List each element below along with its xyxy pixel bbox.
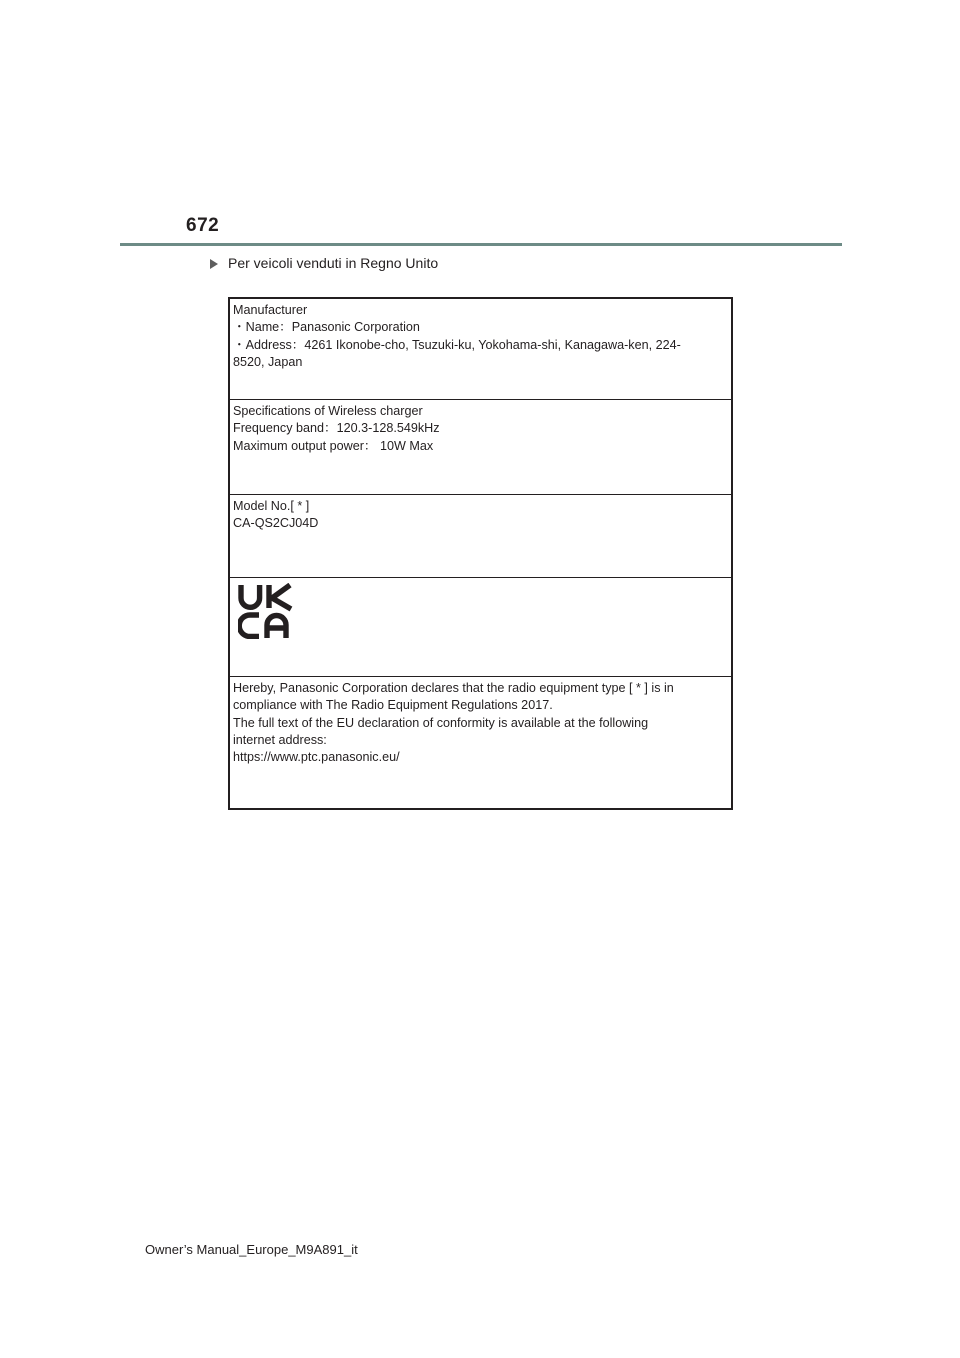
declaration-line2: compliance with The Radio Equipment Regulations 2017. xyxy=(233,698,553,713)
ukca-mark-icon xyxy=(238,583,294,639)
declaration-line4: internet address: xyxy=(233,732,327,747)
max-output-power: Maximum output power： 10W Max xyxy=(233,438,434,453)
manufacturer-address-line2: 8520, Japan xyxy=(233,354,303,369)
regulatory-label xyxy=(228,297,733,810)
footer-text: Owner’s Manual_Europe_M9A891_it xyxy=(145,1242,358,1257)
manufacturer-address-line1: ・Address：4261 Ikonobe-cho, Tsuzuki-ku, Yokohama-shi, Kanagawa-ken, 224- xyxy=(233,337,681,352)
declaration-line3: The full text of the EU declaration of conformity is available at the following xyxy=(233,715,649,730)
page-number: 672 xyxy=(186,215,220,236)
section-heading-text: Per veicoli venduti in Regno Unito xyxy=(228,255,439,271)
specifications-cell xyxy=(230,400,731,495)
manufacturer-title: Manufacturer xyxy=(233,303,308,317)
model-number: CA-QS2CJ04D xyxy=(233,516,319,531)
section-heading xyxy=(210,255,438,271)
model-title: Model No.[ * ] xyxy=(233,499,310,513)
header-rule xyxy=(120,243,842,246)
frequency-band: Frequency band：120.3-128.549kHz xyxy=(233,421,440,436)
declaration-cell xyxy=(230,677,731,808)
declaration-line1: Hereby, Panasonic Corporation declares that the radio equipment type [ * ] is in xyxy=(233,681,674,695)
manufacturer-cell xyxy=(230,299,731,400)
specifications-title: Specifications of Wireless charger xyxy=(233,404,423,418)
declaration-url: https://www.ptc.panasonic.eu/ xyxy=(233,750,400,765)
ukca-cell xyxy=(230,578,731,677)
manufacturer-name: ・Name：Panasonic Corporation xyxy=(233,320,420,335)
triangle-bullet-icon xyxy=(210,259,218,269)
model-cell xyxy=(230,495,731,578)
